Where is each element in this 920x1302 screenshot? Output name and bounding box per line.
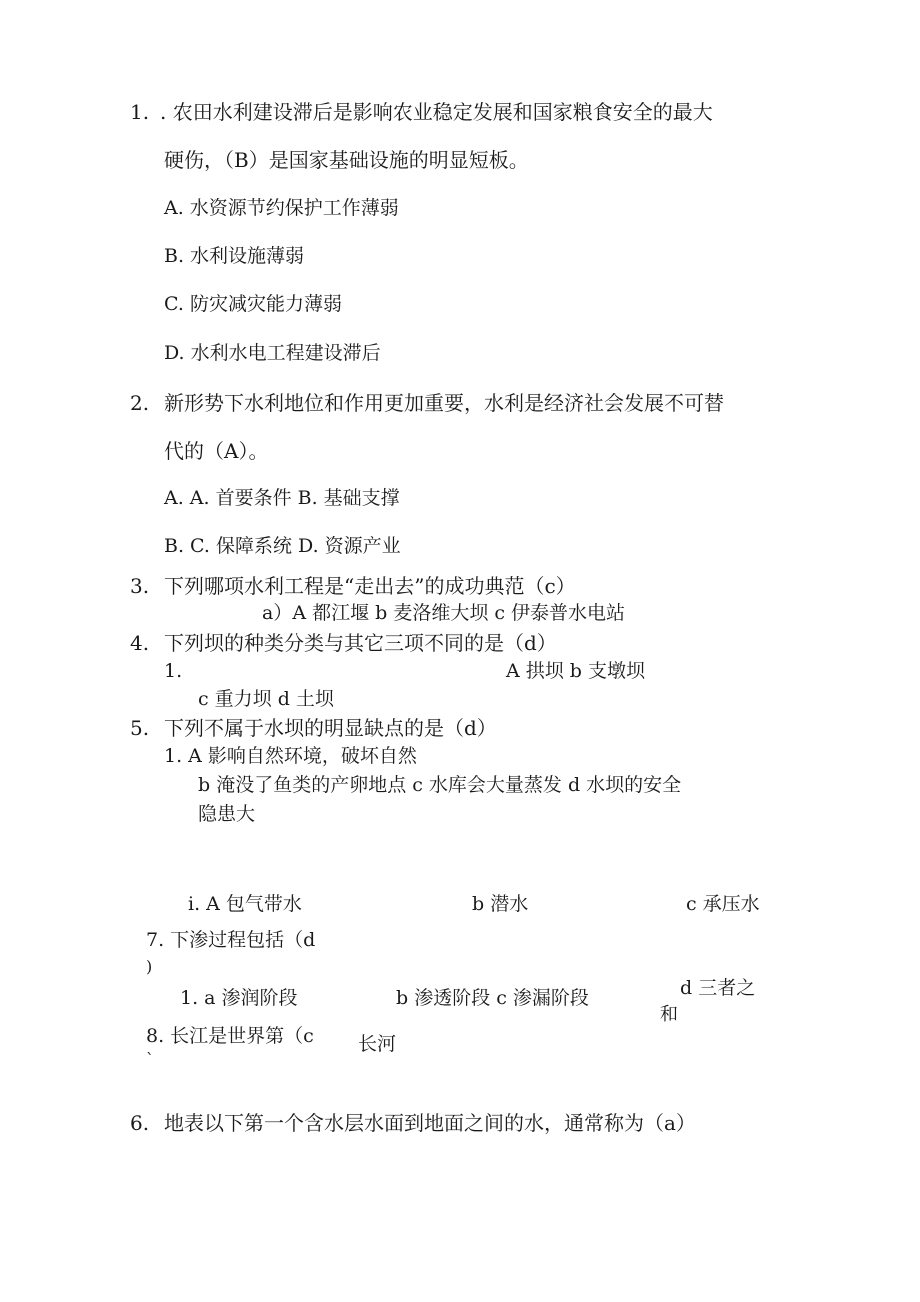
q2-stem-line2: 代的（A）。 — [164, 439, 269, 463]
q8-tail-mark: ` — [146, 1050, 154, 1069]
q4-options-a: A 拱坝 b 支墩坝 — [506, 660, 646, 682]
q5-stem: 下列不属于水坝的明显缺点的是（d） — [164, 716, 497, 740]
q7-option-d-line2: 和 — [660, 1004, 678, 1025]
q1-option-c: C. 防灾减灾能力薄弱 — [164, 293, 342, 315]
q1-option-a: A. 水资源节约保护工作薄弱 — [164, 197, 399, 219]
q2-number: 2. — [130, 391, 150, 415]
q2-options-line2: B. C. 保障系统 D. 资源产业 — [164, 535, 401, 557]
q4-sub-number: 1. — [164, 660, 183, 682]
q3-number: 3. — [130, 574, 150, 598]
q6-option-b: b 潜水 — [472, 893, 529, 915]
q5-number: 5. — [130, 716, 150, 740]
q6-option-c: c 承压水 — [686, 893, 760, 915]
q6-option-a: i. A 包气带水 — [188, 893, 302, 915]
q7-option-d-line1: d 三者之 — [680, 977, 756, 999]
q7-options: 1. a 渗润阶段 — [180, 987, 298, 1009]
q6-stem: 地表以下第一个含水层水面到地面之间的水，通常称为（a） — [164, 1111, 696, 1135]
q1-stem-line1: . 农田水利建设滞后是影响农业稳定发展和国家粮食安全的最大 — [160, 100, 713, 124]
q3-stem: 下列哪项水利工程是“走出去”的成功典范（c） — [164, 574, 576, 598]
q8-stem: 8. 长江是世界第（c — [146, 1025, 314, 1047]
q6-number: 6. — [130, 1111, 150, 1135]
q7-stem-close: ) — [146, 957, 153, 976]
q2-options-line1: A. A. 首要条件 B. 基础支撑 — [164, 487, 400, 509]
q1-stem-line2: 硬伤，（B）是国家基础设施的明显短板。 — [164, 148, 529, 172]
q7-options-bc: b 渗透阶段 c 渗漏阶段 — [396, 987, 589, 1009]
q4-number: 4. — [130, 631, 150, 655]
q8-suffix: 长河 — [358, 1033, 397, 1055]
q4-stem: 下列坝的种类分类与其它三项不同的是（d） — [164, 631, 557, 655]
q5-option-b-line2: 隐患大 — [198, 803, 256, 825]
q7-stem: 7. 下渗过程包括（d — [146, 929, 316, 951]
q5-option-b-line1: b 淹没了鱼类的产卵地点 c 水库会大量蒸发 d 水坝的安全 — [198, 774, 682, 796]
q1-option-b: B. 水利设施薄弱 — [164, 245, 305, 267]
q4-options-b: c 重力坝 d 土坝 — [198, 688, 334, 710]
q3-options: a）A 都江堰 b 麦洛维大坝 c 伊泰普水电站 — [262, 602, 626, 624]
q2-stem-line1: 新形势下水利地位和作用更加重要，水利是经济社会发展不可替 — [164, 391, 724, 415]
q1-option-d: D. 水利水电工程建设滞后 — [164, 342, 381, 364]
q5-option-a: 1. A 影响自然环境，破坏自然 — [164, 745, 417, 767]
q1-number: 1. — [130, 100, 150, 124]
